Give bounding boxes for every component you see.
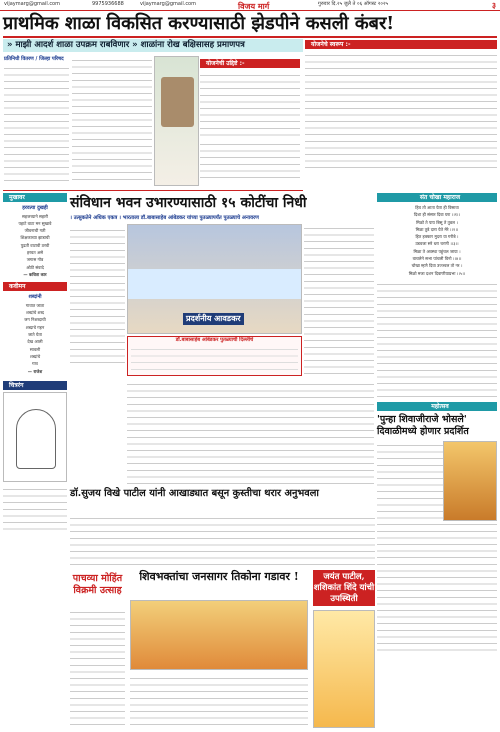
poem-1-line: हरवत असे [26, 250, 43, 256]
poem-1-line: शिक्षकाच्या झाडाची [20, 235, 50, 241]
sant-line: मिळा ते अवस्था पहुंचल जाया । [413, 248, 461, 254]
poem-2-line: देख आली [27, 339, 43, 345]
bharat-lower-text [127, 380, 374, 490]
poem-2-line: जग निशब्दाची [24, 317, 46, 323]
poem-2-line: गाव [32, 361, 38, 367]
lead-byline: प्रतिनिधी वितरण / जिल्हा परिषद [4, 56, 64, 62]
sant-text [377, 280, 497, 400]
photo-banner-text: प्रदर्शनीय आवडकर [183, 313, 244, 325]
bharat-headline: संविधान भवन उभारण्यासाठी १५ कोटींचा निधी [70, 195, 307, 211]
poem-1-author: — कविता कार [23, 271, 47, 277]
chitraranga-heading: चित्ररंग [3, 381, 67, 390]
poem-2 [3, 291, 67, 375]
text-block [4, 64, 69, 184]
poem-2-line: जाते घेता [28, 332, 42, 338]
sant-line: मिळो ते पाय बिसू ते तुडल । [416, 219, 458, 225]
mahotsav-heading: महोत्सव [377, 402, 497, 411]
sant-line: वाचलेने सभा पांचली विनो ।।४।। [412, 256, 462, 262]
mahotsav-headline: 'पुन्हा शिवाजीराजे भोसले' दिवाळीमध्ये होणार प्रदर्शित [377, 414, 469, 437]
lead-headline: प्राथमिक शाळा विकसित करण्यासाठी झेडपीने कसली कंबर! [3, 13, 395, 34]
left-rail [3, 193, 67, 531]
lead-headline-box [3, 12, 497, 38]
divider [3, 190, 303, 191]
lead-photo [154, 56, 199, 186]
scheme-heading: योजनेचे स्वरूप :- [305, 40, 497, 49]
poem-2-line: शब्दांचे शब्द [25, 310, 44, 316]
page-number: ३ [491, 1, 496, 10]
scheme-box [305, 40, 497, 171]
kavi-heading: कवीमन [3, 282, 67, 291]
top-bar [0, 0, 500, 11]
poem-1-line: पुढती वाटावी ठरवी [20, 242, 50, 248]
objectives-heading: योजनेची उद्दिष्टे :- [200, 59, 300, 68]
jayant-photo [313, 610, 375, 728]
lead-column-4 [200, 140, 300, 186]
mahotsav-photo [443, 441, 497, 521]
caption-text [131, 345, 298, 373]
sant-verses [377, 204, 497, 277]
bharat-column-1 [70, 226, 125, 366]
text-block [70, 514, 375, 566]
masthead-logo: विजय मार्ग [238, 1, 270, 11]
bharat-caption-box [127, 336, 302, 376]
bottom-left-headline: पाचव्या मोहिंत विक्रमी उत्साह [72, 573, 123, 596]
bharat-photo-caption: डॉ.बाबासाहेब आंबेडकर पुतळ्याची दिल्लीचे [175, 337, 254, 343]
text-block [70, 608, 125, 726]
cartoon-caption [3, 485, 67, 531]
poem-2-line: शब्दांचे [29, 353, 41, 359]
lead-column-1 [4, 56, 69, 186]
scheme-text [305, 51, 497, 171]
poem-2-title: शब्दांनी [28, 294, 42, 301]
text-block [70, 226, 125, 364]
email-text-2: vijaymarg@gmail.com [140, 1, 196, 7]
cartoon-image [3, 392, 67, 482]
phone-text: 9975936688 [92, 1, 124, 7]
patil-headline: डॉ.सुजय विखे पाटील यांनी आखाड्यात बसून कुस्तीचा थरार अनुभवला [70, 488, 319, 499]
poem-1-line: जगास गोड [26, 257, 44, 263]
cartoon-figure [16, 409, 56, 469]
poem-2-line: गावात जाता [25, 302, 45, 308]
poem-2-line: शब्दाचे गहन [25, 324, 45, 330]
bottom-mid-text [130, 674, 308, 729]
poem-1-title: हरवत्या दुखही [22, 205, 48, 211]
sant-line: उडवजा सरे धरा चरणी ।।३।। [415, 241, 459, 247]
bottom-mid-headline: शिवभक्तांचा जनसागर तिकोना गडावर ! [139, 570, 299, 583]
poem-1-line: ओठी संवादे [26, 264, 44, 270]
poem-2-author: — राजेश [27, 368, 43, 374]
poem-1-line: जीवनाची गती [24, 228, 46, 234]
bharat-subheadline: । उत्सुकतेने अधिक एकत्र । भारताला डॉ.बाबासाहेब आंबेडकर यांच्या पुतळ्यापर्यंत पुतळ्याचे अनावरण [70, 215, 259, 221]
sant-line: दिशा ही संसार दिवा घरा ।।१।। [413, 212, 461, 218]
poem-1-line: सहजच्याने सहारी [22, 213, 48, 219]
poem-1-line: पहाटे वाटा मन सुखावे [18, 220, 52, 226]
sant-line: मिळो मजा दशन दिवाणीयाप्रभा ।।५।। [408, 270, 466, 276]
bottom-left-text [70, 608, 125, 728]
sant-line: हित हक्कार मुदरा या गरीबे । [415, 234, 459, 240]
sant-line: चोखा म्हणे दिवा उज्ज्वल तो नर । [411, 263, 463, 269]
text-block [304, 224, 374, 374]
bharat-column-3 [304, 224, 374, 374]
poem-2-line: सावली [29, 346, 41, 352]
lead-subheadline-bar [3, 39, 303, 52]
objectives-box [200, 59, 300, 139]
issue-date: गुरुवार दि.२५ जुलै ते ०६ ऑगस्ट २०२५ [318, 1, 389, 7]
bharat-photo [127, 224, 302, 334]
lead-subheadline: » माझी आदर्श शाळा उपक्रम राबविणार » शाळांना रोख बक्षिसासह प्रमाणपत्र [7, 40, 245, 50]
sant-line: मिळा तुडे दारा येते मेरे ।।२।। [415, 226, 459, 232]
patil-text [70, 514, 375, 569]
mahotsav-box [377, 402, 497, 651]
sant-heading: संत चोखा महाराज [377, 193, 497, 202]
poem-1 [3, 202, 67, 278]
objectives-text [200, 71, 300, 139]
sant-line: हिव तो आता येता ही विसावा [415, 205, 459, 210]
mukhawar-heading: मुखावर [3, 193, 67, 202]
text-block [130, 674, 308, 726]
email-text: vijaymarg@gmail.com [4, 1, 60, 7]
shiv-photo [130, 600, 308, 670]
sant-box [377, 193, 497, 400]
photo-figure [161, 77, 194, 127]
bottom-right-headline: जयंत पाटील, शशिकांत शिंदे यांची उपस्थिती [313, 572, 375, 604]
text-block [127, 380, 374, 485]
stage-banner [128, 269, 301, 299]
text-block [200, 140, 300, 182]
lead-column-2 [72, 56, 152, 186]
text-block [72, 56, 152, 184]
